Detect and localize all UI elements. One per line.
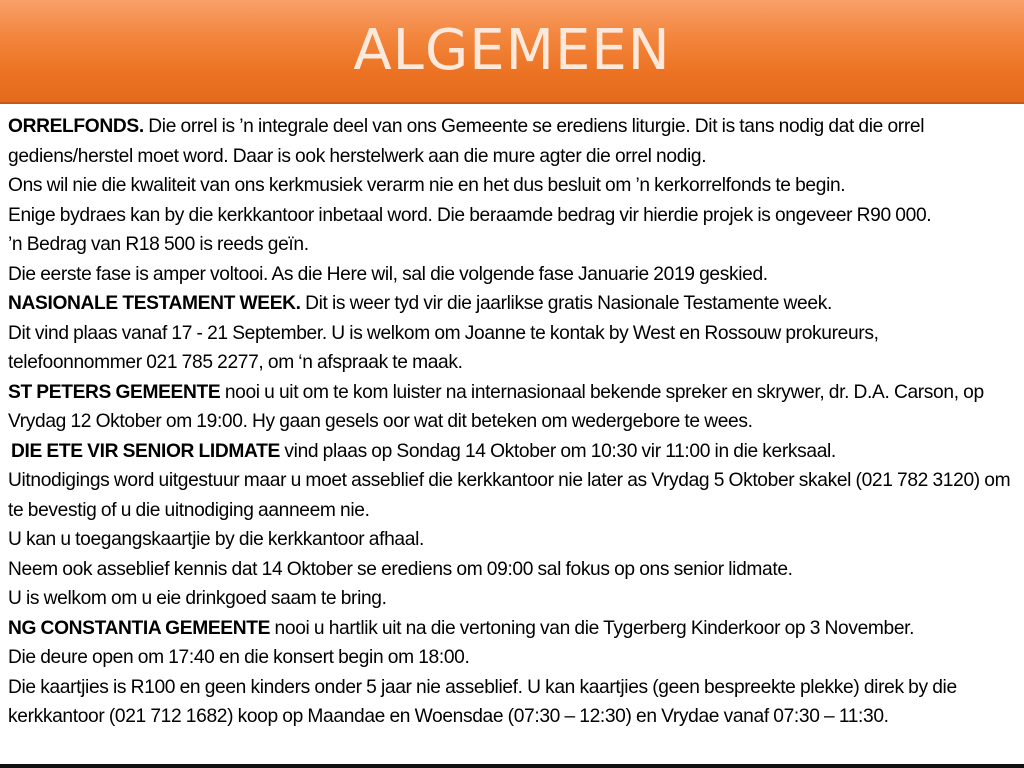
announcement-text: nooi u uit om te kom luister na internasionaal bekende spreker en skrywer, dr. D.A. Carson, op Vrydag 12 Oktober om 19:00. Hy gaan gesels oor wat dit beteken om wedergebore te wees. xyxy=(8,381,984,432)
announcement-text: nooi u hartlik uit na die vertoning van die Tygerberg Kinderkoor op 3 November. xyxy=(274,617,915,639)
announcement-line: Die eerste fase is amper voltooi. As die Here wil, sal die volgende fase Januarie 2019 geskied. xyxy=(8,263,768,285)
announcement-orrelfonds xyxy=(8,112,1014,171)
announcement-line: Neem ook asseblief kennis dat 14 Oktober se erediens om 09:00 sal fokus op ons senior lidmate. xyxy=(8,558,793,580)
header-banner xyxy=(0,0,1024,104)
announcements xyxy=(8,112,1014,732)
page-title: ALGEMEEN xyxy=(353,18,671,83)
announcement-heading: ST PETERS GEMEENTE xyxy=(8,381,221,403)
announcement-line: U is welkom om u eie drinkgoed saam te bring. xyxy=(8,588,387,609)
announcement-ng-constantia xyxy=(8,614,1014,644)
announcement-text: Dit is weer tyd vir die jaarlikse gratis Nasionale Testamente week. xyxy=(305,293,832,314)
announcement-text: Die orrel is ’n integrale deel van ons Gemeente se erediens liturgie. Dit is tans nodig dat die orrel gediens/herstel moet word. Daar is ook herstelwerk aan die mure agter die orrel nodig. xyxy=(8,116,925,167)
announcement-heading: DIE ETE VIR SENIOR LIDMATE xyxy=(11,440,280,462)
announcement-line: Ons wil nie die kwaliteit van ons kerkmusiek verarm nie en het dus besluit om ’n kerkorrelfonds te begin. xyxy=(8,175,846,196)
announcement-senior-lunch xyxy=(8,437,1014,467)
announcement-line: U kan u toegangskaartjie by die kerkkantoor afhaal. xyxy=(8,529,424,550)
announcement-line: Die kaartjies is R100 en geen kinders onder 5 jaar nie asseblief. U kan kaartjies (geen bespreekte plekke) direk by die kerkkantoor (021 712 1682) koop op Maandae en Woensdae (07:30 – 12:30) en Vrydae vanaf 07:30 – 11:30. xyxy=(8,676,957,727)
announcement-line: Dit vind plaas vanaf 17 - 21 September. U is welkom om Joanne te kontak by West en Rossouw prokureurs, telefoonnommer 021 785 2277, om ‘n afspraak te maak. xyxy=(8,322,879,373)
announcement-testament-week xyxy=(8,289,1014,319)
announcement-line: Enige bydraes kan by die kerkkantoor inbetaal word. Die beraamde bedrag vir hierdie projek is ongeveer R90 000. xyxy=(8,204,932,226)
announcement-line: Uitnodigings word uitgestuur maar u moet asseblief die kerkkantoor nie later as Vrydag 5 Oktober skakel (021 782 3120) om te bevestig of u die uitnodiging aanneem nie. xyxy=(8,470,1011,521)
announcement-text: vind plaas op Sondag 14 Oktober om 10:30 vir 11:00 in die kerksaal. xyxy=(284,440,836,462)
announcement-heading: NG CONSTANTIA GEMEENTE xyxy=(8,617,271,639)
announcement-st-peters xyxy=(8,378,1014,437)
announcement-heading: ORRELFONDS. xyxy=(8,116,144,137)
announcement-line: ’n Bedrag van R18 500 is reeds geïn. xyxy=(8,234,309,255)
announcement-line: Die deure open om 17:40 en die konsert begin om 18:00. xyxy=(8,647,470,668)
announcement-heading: NASIONALE TESTAMENT WEEK. xyxy=(8,293,301,314)
bottom-divider xyxy=(0,764,1024,768)
